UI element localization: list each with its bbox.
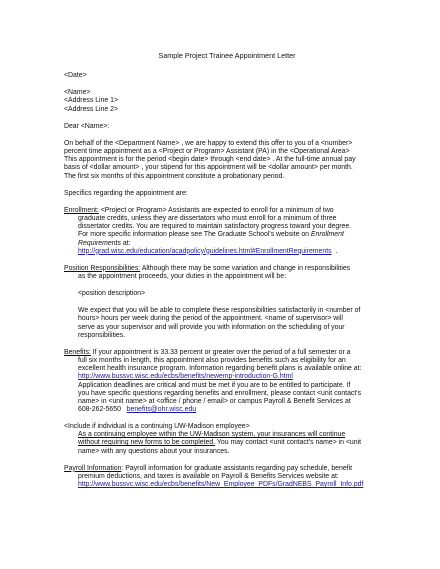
intro-line: The first six months of this appointment constitute a probationary period. bbox=[64, 172, 285, 180]
benefits-line: excellent health insurance program. Information regarding benefit plans is available online at: bbox=[78, 365, 362, 373]
enrollment-line: dissertator credits. You are required to maintain satisfactory progress toward your degree. bbox=[78, 223, 352, 231]
enrollment-requirements-link[interactable]: http://grad.wisc.edu/education/acadpolicy/guidelines.html#EnrollmentRequirements bbox=[78, 247, 332, 255]
address-line: <Address Line 1> bbox=[64, 97, 119, 105]
continuing-line: name> with any questions about your insurances. bbox=[78, 447, 230, 455]
position-expect-line: We expect that you will be able to complete these responsibilities satisfactorily in <number of bbox=[78, 307, 361, 315]
enrollment-requirements-label-cont: Requirements bbox=[78, 239, 121, 247]
enrollment-url-tail: . bbox=[335, 247, 338, 255]
position-section bbox=[64, 265, 390, 340]
intro-line: This appointment is for the period <begin date> through <end date> . At the full-time annual pay bbox=[64, 156, 356, 164]
address-line: <Name> bbox=[64, 89, 91, 97]
salutation: Dear <Name>: bbox=[64, 122, 110, 130]
benefits-line: you have specific questions regarding benefits and enrollment, please contact <unit contact's bbox=[78, 389, 362, 397]
benefits-email-link[interactable]: benefits@ohr.wisc.edu bbox=[126, 406, 197, 413]
intro-paragraph bbox=[64, 140, 390, 181]
continuing-include-note: <Include if individual is a continuing UW-Madison employee> bbox=[64, 423, 250, 431]
specifics-heading: Specifics regarding the appointment are: bbox=[64, 189, 188, 197]
intro-line: percent time appointment as a <Project or Program> Assistant (PA) in the <Operational Area> bbox=[64, 148, 350, 156]
continuing-line: As a continuing employee within the UW-Madison system, your insurances will continue bbox=[78, 431, 346, 439]
enrollment-requirements-label: Enrollment bbox=[310, 231, 344, 239]
payroll-section bbox=[64, 465, 390, 489]
payroll-heading: Payroll Information bbox=[64, 464, 122, 472]
position-description: <position description> bbox=[78, 290, 146, 298]
enrollment-section bbox=[64, 207, 390, 256]
date-placeholder: <Date> bbox=[64, 72, 87, 80]
payroll-line: : Payroll information for graduate assistants regarding pay schedule, benefit bbox=[121, 464, 353, 472]
address-block bbox=[64, 89, 390, 113]
payroll-line: premium deductions, and taxes is available on Payroll & Benefits Services website at: bbox=[78, 472, 339, 480]
benefits-heading: Benefits: bbox=[64, 348, 91, 356]
letter-title: Sample Project Trainee Appointment Letter bbox=[158, 51, 296, 60]
position-line: as the appointment proceeds, your duties in the appointment will be: bbox=[78, 272, 286, 280]
position-expect-line: responsibilities. bbox=[78, 331, 126, 339]
payroll-info-link[interactable]: http://www.bussvc.wisc.edu/ecbs/benefits/New_Employee_PDFs/GradNEBS_Payroll_Info.pdf bbox=[78, 481, 364, 489]
position-line: Although there may be some variation and change in responsibilities bbox=[140, 264, 351, 272]
position-heading: Position Responsibilities: bbox=[64, 264, 141, 272]
enrollment-line: graduate credits, unless they are dissertators who must enroll for a minimum of three bbox=[78, 215, 337, 223]
benefits-line: If your appointment is 33.33 percent or greater over the period of a full semester or a bbox=[90, 348, 351, 356]
address-line: <Address Line 2> bbox=[64, 105, 119, 113]
benefits-section bbox=[64, 349, 390, 414]
benefits-line: Application deadlines are critical and must be met if you are to be entitled to participate. If bbox=[78, 381, 351, 389]
intro-line: basis of <dollar amount> , your stipend for this appointment will be <dollar amount> per month. bbox=[64, 164, 353, 172]
enrollment-line: <Project or Program> Assistants are expected to enroll for a minimum of two bbox=[98, 206, 334, 214]
enrollment-at: at: bbox=[122, 239, 131, 247]
intro-line: On behalf of the <Department Name> , we are happy to extend this offer to you of a <number> bbox=[64, 139, 353, 147]
benefits-line: full six months in length, this appointment also provides benefits such as eligibility for an bbox=[78, 357, 346, 365]
enrollment-line: For more specific information please see The Graduate School's website on bbox=[78, 231, 309, 239]
continuing-line: You may contact <unit contact's name> in <unit bbox=[215, 439, 362, 447]
continuing-line: without requiring new forms to be completed. bbox=[78, 439, 216, 447]
benefits-phone: 608-262-5650 bbox=[78, 406, 121, 413]
position-expect-line: hours> hours per week during the period of the appointment. <name of supervisor> will bbox=[78, 315, 343, 323]
benefits-line: name> in <unit name> at <office / phone / email> or campus Payroll & Benefit Services at bbox=[78, 397, 351, 405]
enrollment-heading: Enrollment: bbox=[64, 206, 99, 214]
position-expect-line: serve as your supervisor and will provide you with information on the scheduling of your bbox=[78, 323, 345, 331]
benefits-link[interactable]: http://www.bussvc.wisc.edu/ecbs/benefits/newemp-introduction-G.html bbox=[78, 373, 293, 381]
continuing-section bbox=[64, 423, 390, 456]
